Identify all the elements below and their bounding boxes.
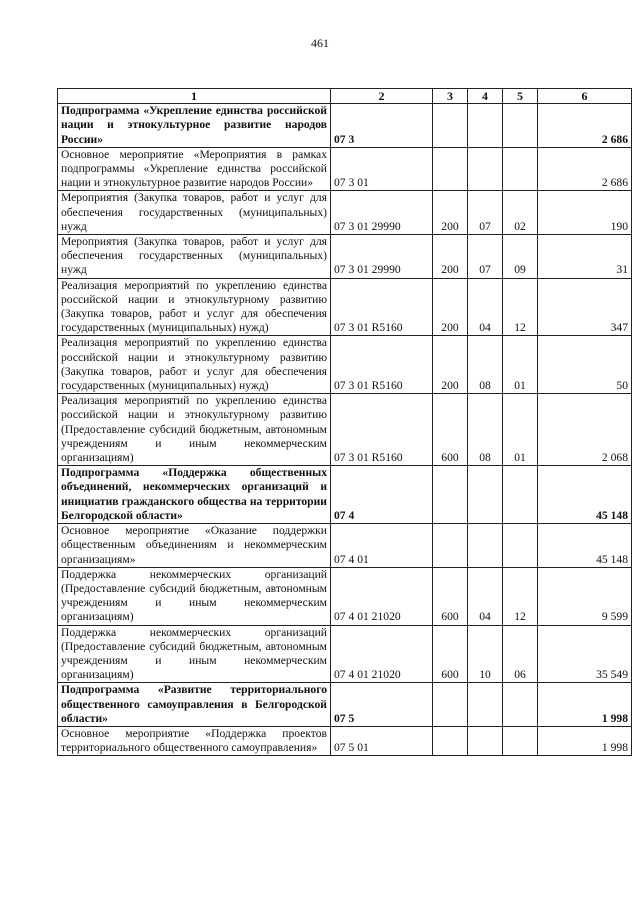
table-row bbox=[58, 235, 632, 279]
table-row bbox=[58, 524, 632, 568]
table-row bbox=[58, 683, 632, 727]
item-col-5 bbox=[503, 104, 538, 148]
item-col-5 bbox=[503, 147, 538, 191]
item-col-5: 09 bbox=[503, 235, 538, 279]
page-number: 461 bbox=[311, 36, 329, 50]
item-code: 07 3 01 29990 bbox=[331, 191, 433, 235]
item-code: 07 4 bbox=[331, 466, 433, 524]
item-amount: 50 bbox=[538, 336, 632, 394]
item-col-4 bbox=[468, 524, 503, 568]
item-amount: 1 998 bbox=[538, 683, 632, 727]
item-amount: 2 686 bbox=[538, 147, 632, 191]
item-amount: 190 bbox=[538, 191, 632, 235]
item-col-4 bbox=[468, 466, 503, 524]
table-header bbox=[58, 89, 632, 104]
item-col-3: 200 bbox=[433, 191, 468, 235]
item-col-5: 01 bbox=[503, 336, 538, 394]
item-code: 07 3 01 R5160 bbox=[331, 394, 433, 466]
table-row bbox=[58, 191, 632, 235]
header-col-5: 5 bbox=[503, 89, 538, 104]
item-col-4 bbox=[468, 683, 503, 727]
item-col-5: 12 bbox=[503, 567, 538, 625]
item-col-5 bbox=[503, 466, 538, 524]
item-col-3: 200 bbox=[433, 235, 468, 279]
table-row bbox=[58, 336, 632, 394]
table-body bbox=[58, 104, 632, 756]
item-code: 07 4 01 21020 bbox=[331, 567, 433, 625]
item-amount: 45 148 bbox=[538, 524, 632, 568]
item-col-3 bbox=[433, 683, 468, 727]
item-code: 07 3 01 R5160 bbox=[331, 336, 433, 394]
item-name: Реализация мероприятий по укреплению единства российской нации и этнокультурному развитию (Предоставление субсидий бюджетным, автономным учреждениям и иным некоммерческим организациям) bbox=[58, 394, 331, 466]
item-name: Поддержка некоммерческих организаций (Предоставление субсидий бюджетным, автономным учреждениям и иным некоммерческим организациям) bbox=[58, 567, 331, 625]
header-row bbox=[58, 89, 632, 104]
item-col-5: 01 bbox=[503, 394, 538, 466]
table-row bbox=[58, 394, 632, 466]
item-col-3: 200 bbox=[433, 336, 468, 394]
item-code: 07 5 01 bbox=[331, 726, 433, 755]
table-row bbox=[58, 147, 632, 191]
item-col-4 bbox=[468, 147, 503, 191]
item-amount: 9 599 bbox=[538, 567, 632, 625]
item-col-3: 600 bbox=[433, 625, 468, 683]
item-col-3 bbox=[433, 524, 468, 568]
item-col-4 bbox=[468, 104, 503, 148]
header-col-4: 4 bbox=[468, 89, 503, 104]
item-col-5 bbox=[503, 726, 538, 755]
item-col-3: 600 bbox=[433, 394, 468, 466]
item-code: 07 4 01 21020 bbox=[331, 625, 433, 683]
item-col-5: 06 bbox=[503, 625, 538, 683]
item-name: Подпрограмма «Укрепление единства российской нации и этнокультурное развитие народов России» bbox=[58, 104, 331, 148]
item-name: Основное мероприятие «Мероприятия в рамках подпрограммы «Укрепление единства российской нации и этнокультурное развитие народов России» bbox=[58, 147, 331, 191]
item-col-5: 12 bbox=[503, 278, 538, 336]
header-col-3: 3 bbox=[433, 89, 468, 104]
item-name: Подпрограмма «Поддержка общественных объединений, некоммерческих организаций и инициатив гражданского общества на территории Белгородской области» bbox=[58, 466, 331, 524]
item-col-5: 02 bbox=[503, 191, 538, 235]
item-col-4: 07 bbox=[468, 191, 503, 235]
item-col-4 bbox=[468, 726, 503, 755]
table-row bbox=[58, 625, 632, 683]
header-col-2: 2 bbox=[331, 89, 433, 104]
budget-table bbox=[57, 88, 632, 756]
item-name: Поддержка некоммерческих организаций (Предоставление субсидий бюджетным, автономным учреждениям и иным некоммерческим организациям) bbox=[58, 625, 331, 683]
table-row bbox=[58, 278, 632, 336]
item-col-4: 08 bbox=[468, 336, 503, 394]
item-col-3 bbox=[433, 104, 468, 148]
item-col-3 bbox=[433, 466, 468, 524]
item-name: Основное мероприятие «Поддержка проектов территориального общественного самоуправления» bbox=[58, 726, 331, 755]
item-col-5 bbox=[503, 683, 538, 727]
item-col-4: 04 bbox=[468, 567, 503, 625]
item-name: Основное мероприятие «Оказание поддержки общественным объединениям и некоммерческим организациям» bbox=[58, 524, 331, 568]
header-col-1: 1 bbox=[58, 89, 331, 104]
table-row bbox=[58, 466, 632, 524]
item-amount: 1 998 bbox=[538, 726, 632, 755]
item-col-3: 200 bbox=[433, 278, 468, 336]
table-row bbox=[58, 567, 632, 625]
item-code: 07 4 01 bbox=[331, 524, 433, 568]
item-col-4: 07 bbox=[468, 235, 503, 279]
item-name: Мероприятия (Закупка товаров, работ и услуг для обеспечения государственных (муниципальных) нужд bbox=[58, 235, 331, 279]
item-amount: 45 148 bbox=[538, 466, 632, 524]
table-row bbox=[58, 726, 632, 755]
item-amount: 2 686 bbox=[538, 104, 632, 148]
item-code: 07 3 bbox=[331, 104, 433, 148]
item-name: Реализация мероприятий по укреплению единства российской нации и этнокультурному развитию (Закупка товаров, работ и услуг для обеспечения государственных (муниципальных) нужд) bbox=[58, 336, 331, 394]
item-name: Реализация мероприятий по укреплению единства российской нации и этнокультурному развитию (Закупка товаров, работ и услуг для обеспечения государственных (муниципальных) нужд) bbox=[58, 278, 331, 336]
item-col-4: 08 bbox=[468, 394, 503, 466]
item-col-5 bbox=[503, 524, 538, 568]
item-code: 07 3 01 29990 bbox=[331, 235, 433, 279]
item-amount: 2 068 bbox=[538, 394, 632, 466]
item-code: 07 5 bbox=[331, 683, 433, 727]
item-col-4: 04 bbox=[468, 278, 503, 336]
header-col-6: 6 bbox=[538, 89, 632, 104]
item-col-3 bbox=[433, 726, 468, 755]
item-col-3: 600 bbox=[433, 567, 468, 625]
item-col-3 bbox=[433, 147, 468, 191]
item-amount: 31 bbox=[538, 235, 632, 279]
item-amount: 347 bbox=[538, 278, 632, 336]
item-col-4: 10 bbox=[468, 625, 503, 683]
item-code: 07 3 01 R5160 bbox=[331, 278, 433, 336]
item-code: 07 3 01 bbox=[331, 147, 433, 191]
table-row bbox=[58, 104, 632, 148]
item-amount: 35 549 bbox=[538, 625, 632, 683]
item-name: Подпрограмма «Развитие территориального общественного самоуправления в Белгородской области» bbox=[58, 683, 331, 727]
item-name: Мероприятия (Закупка товаров, работ и услуг для обеспечения государственных (муниципальных) нужд bbox=[58, 191, 331, 235]
